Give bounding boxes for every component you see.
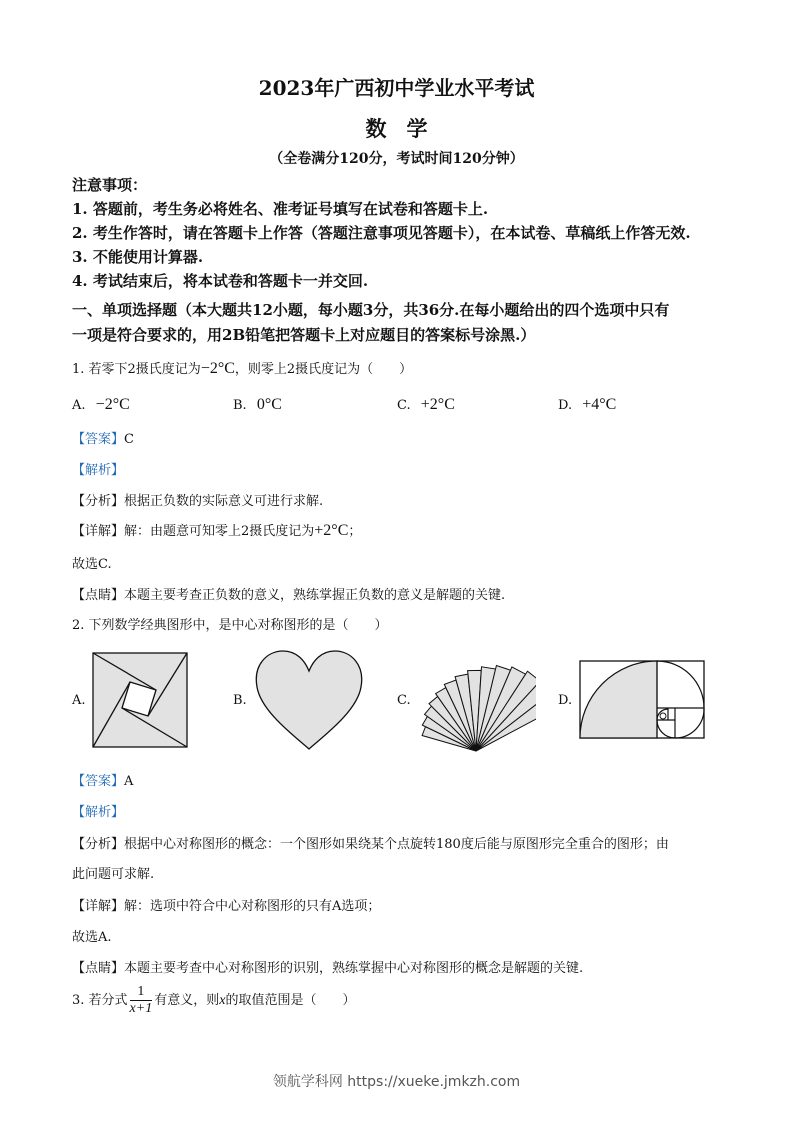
exam-title: 2023年广西初中学业水平考试 [258,76,535,100]
option-value: 0°C [256,396,282,413]
q3-stem-b: 有意义，则 [154,993,220,1008]
q1-option-b [233,396,282,414]
notice-heading: 注意事项： [72,176,148,194]
option-label: A. [72,398,86,413]
q1-stem-b: ，则零上2摄氏度记为（ ） [234,362,413,377]
option-value: +4°C [582,396,617,413]
q3-fraction [130,984,153,1017]
q2-guxuan: 故选A. [72,930,112,945]
q2-option-d-label: D. [558,693,573,708]
fraction-denominator: x+1 [129,1001,153,1016]
q1-stem-a: 1. 若零下2摄氏度记为 [72,362,201,377]
q2-dianjing: 【点睛】本题主要考查中心对称图形的识别，熟练掌握中心对称图形的概念是解题的关键. [72,961,584,976]
option-label: D. [558,398,573,413]
q2-xiangjie: 【详解】解：选项中符合中心对称图形的只有A选项； [72,899,381,914]
section1-line2: 一项是符合要求的，用2B铅笔把答题卡上对应题目的答案标号涂黑.） [72,326,536,344]
q1-option-c [397,396,455,414]
notice-item-3: 3. 不能使用计算器. [72,248,204,266]
answer-tag: 【答案】 [72,432,125,447]
notice-item-1: 1. 答题前，考生务必将姓名、准考证号填写在试卷和答题卡上. [72,200,489,218]
q3-stem-a: 3. 若分式 [72,993,128,1008]
answer-tag: 【答案】 [72,774,125,789]
q2-stem: 2. 下列数学经典图形中，是中心对称图形的是（ ） [72,618,388,633]
xiangjie-text: 【详解】解：由题意可知零上2摄氏度记为 [72,524,315,539]
section1-line1: 一、单项选择题（本大题共12小题，每小题3分，共36分.在每小题给出的四个选项中只有 [72,301,670,319]
notice-item-4 [72,270,368,291]
q1-stem-math: −2°C [200,360,235,377]
heart-figure [253,649,365,751]
answer-value: A [124,774,134,789]
footer-watermark: 领航学科网 https://xueke.jmkzh.com [272,1074,521,1090]
exam-subject: 数学 [365,116,448,141]
q1-xiangjie [72,520,361,540]
q2-fenxi-line2: 此问题可求解. [72,867,155,882]
q2-option-c-label: C. [397,693,411,708]
q1-dianjing: 【点睛】本题主要考查正负数的意义，熟练掌握正负数的意义是解题的关键. [72,588,506,603]
golden-spiral-figure [579,660,705,740]
q1-fenxi: 【分析】根据正负数的实际意义可进行求解. [72,494,324,509]
xiangjie-text-end: ； [348,524,362,539]
q2-analysis-tag: 【解析】 [72,805,125,820]
option-value: +2°C [420,396,455,413]
option-label: C. [397,398,411,413]
option-label: B. [233,398,247,413]
q3-stem [72,984,355,1017]
spiral-triangles-figure [412,643,536,755]
pinwheel-square-figure [92,652,188,748]
q1-answer [72,428,134,447]
q3-variable: x [219,993,226,1008]
xiangjie-math: +2°C [314,522,349,539]
option-value: −2°C [95,396,130,413]
q2-option-a-label: A. [72,693,86,708]
q1-option-a [72,396,130,414]
q1-option-d [558,396,616,414]
q1-stem [72,358,412,378]
q2-answer [72,770,133,789]
q3-stem-c: 的取值范围是（ ） [225,993,356,1008]
answer-value: C [124,432,134,447]
q1-guxuan: 故选C. [72,557,112,572]
notice-item-2: 2. 考生作答时，请在答题卡上作答（答题注意事项见答题卡），在本试卷、草稿纸上作答无效. [72,224,691,242]
q2-fenxi-line1: 【分析】根据中心对称图形的概念：一个图形如果绕某个点旋转180度后能与原图形完全重合的图形；由 [72,837,669,852]
exam-info: （全卷满分120分，考试时间120分钟） [269,151,524,167]
fraction-numerator: 1 [130,984,153,1001]
notice-item-4-text: 4. 考试结束后，将本试卷和答题卡一并交回. [72,272,369,290]
q1-analysis-tag: 【解析】 [72,463,125,478]
q2-option-b-label: B. [233,693,247,708]
